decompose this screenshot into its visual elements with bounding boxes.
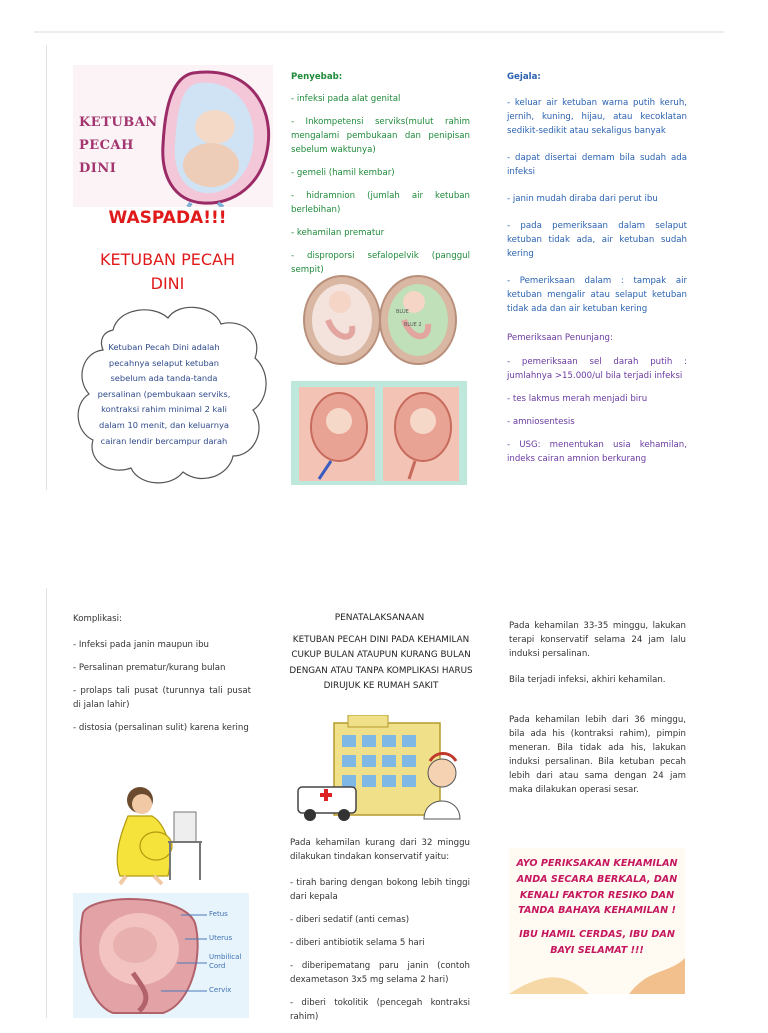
gejala-item: - pada pemeriksaan dalam selaput ketuban tidak ada, air ketuban sudah kering xyxy=(507,221,687,259)
kehamilan-para-1: Pada kehamilan 33-35 minggu, lakukan terapi konservatif selama 24 jam lalu induksi persalinan. xyxy=(509,621,686,659)
banner-text xyxy=(513,856,681,959)
komplikasi-item: - Infeksi pada janin maupun ibu xyxy=(73,640,209,650)
anatomy-illustration xyxy=(73,893,249,1018)
rupture-illustration xyxy=(291,381,467,485)
anatomy-label: Cervix xyxy=(209,986,232,994)
penunjang-item: - amniosentesis xyxy=(507,417,575,427)
banner-line-1: AYO PERIKSAKAN KEHAMILAN ANDA SECARA BERKALA, DAN KENALI FAKTOR RESIKO DAN TANDA BAHAYA KEHAMILAN ! xyxy=(516,858,678,917)
title-word-3: DINI xyxy=(79,161,117,176)
komplikasi-item: - Persalinan prematur/kurang bulan xyxy=(73,663,226,673)
penyebab-item: - gemeli (hamil kembar) xyxy=(291,168,395,178)
penyebab-item: - disproporsi sefalopelvik (panggul sempit) xyxy=(291,251,470,275)
penunjang-item: - tes lakmus merah menjadi biru xyxy=(507,394,648,404)
penatalaksanaan-item: - diberi antibiotik selama 5 hari xyxy=(290,938,425,948)
penatalaksanaan-item: - diberi sedatif (anti cemas) xyxy=(290,915,410,925)
banner-line-2: IBU HAMIL CERDAS, IBU DAN BAYI SELAMAT !!! xyxy=(519,929,675,956)
komplikasi-item: - prolaps tali pusat (turunnya tali pusat di jalan lahir) xyxy=(73,686,251,710)
penatalaksanaan-subtitle: KETUBAN PECAH DINI PADA KEHAMILAN CUKUP BULAN ATAUPUN KURANG BULAN DENGAN ATAU TANPA KOMPLIKASI HARUS DIRUJUK KE RUMAH SAKIT xyxy=(289,635,473,691)
penatalaksanaan-item: - diberi tokolitik (pencegah kontraksi rahim) xyxy=(290,998,470,1022)
twin-fetus-image xyxy=(300,270,460,366)
page-top-divider xyxy=(34,31,724,33)
page-left-edge-top xyxy=(46,45,47,490)
ketuban-title-line2: DINI xyxy=(150,274,185,293)
anatomy-label: Fetus xyxy=(209,910,228,918)
penyebab-item: - Inkompetensi serviks(mulut rahim mengalami pembukaan dan penipisan sebelum waktunya) xyxy=(291,117,470,155)
penunjang-section xyxy=(507,331,687,475)
gejala-item: - keluar air ketuban warna putih keruh, jernih, kuning, hijau, atau kecoklatan sedikit-sedikit atau sekaligus banyak xyxy=(507,98,687,136)
penyebab-item: - infeksi pada alat genital xyxy=(291,94,401,104)
twin-label-2: BLUE 2 xyxy=(404,322,422,328)
gejala-heading: Gejala: xyxy=(507,72,541,82)
penyebab-item: - kehamilan prematur xyxy=(291,228,385,238)
ketuban-title-line1: KETUBAN PECAH xyxy=(100,250,235,269)
pregnant-woman-clipart xyxy=(108,780,208,888)
gejala-section xyxy=(507,70,687,329)
waspada-heading: WASPADA!!! xyxy=(108,208,227,228)
membrane-rupture-image xyxy=(291,381,467,485)
penunjang-item: - pemeriksaan sel darah putih : jumlahnya >15.000/ul bila terjadi infeksi xyxy=(507,357,687,381)
penunjang-heading: Pemeriksaan Penunjang: xyxy=(507,333,613,343)
hospital-clipart xyxy=(296,715,468,823)
gejala-item: - Pemeriksaan dalam : tampak air ketuban mengalir atau selaput ketuban tidak ada dan air ketuban kering xyxy=(507,276,687,314)
kehamilan-section xyxy=(509,619,686,806)
title-illustration xyxy=(73,65,273,207)
penunjang-item: - USG: menentukan usia kehamilan, indeks cairan amnion berkurang xyxy=(507,440,687,464)
kehamilan-para-3: Pada kehamilan lebih dari 36 minggu, bila ada his (kontraksi rahim), pimpin meneran. Bila tidak ada his, lakukan induksi persalinan. Bila ketuban pecah lebih dari atau sama dengan 24 jam maka dilakukan operasi sesar. xyxy=(509,715,686,795)
gejala-item: - dapat disertai demam bila sudah ada infeksi xyxy=(507,153,687,177)
definition-text: Ketuban Pecah Dini adalah pecahnya selaput ketuban sebelum ada tanda-tanda persalinan (pembukaan serviks, kontraksi rahim minimal 2 kali dalam 10 menit, dan keluarnya cairan lendir bercampur darah xyxy=(97,342,231,446)
twins-illustration xyxy=(300,270,460,366)
page-left-edge-bottom xyxy=(46,588,47,1018)
ketuban-title xyxy=(80,248,255,296)
penatalaksanaan-intro: Pada kehamilan kurang dari 32 minggu dilakukan tindakan konservatif yaitu: xyxy=(290,838,470,862)
penatalaksanaan-title: PENATALAKSANAAN xyxy=(334,613,425,623)
kehamilan-para-2: Bila terjadi infeksi, akhiri kehamilan. xyxy=(509,675,666,685)
gejala-item: - janin mudah diraba dari perut ibu xyxy=(507,194,658,204)
title-word-1: KETUBAN xyxy=(79,115,158,130)
komplikasi-heading: Komplikasi: xyxy=(73,614,122,624)
anatomy-label: Umbilical Cord xyxy=(209,953,242,970)
komplikasi-section xyxy=(73,612,251,744)
penatalaksanaan-item: - diberipematang paru janin (contoh dexametason 3x5 mg selama 2 hari) xyxy=(290,961,470,985)
penatalaksanaan-section xyxy=(290,836,470,1033)
komplikasi-item: - distosia (persalinan sulit) karena kering xyxy=(73,723,249,733)
pregnant-uterus-illustration xyxy=(73,65,273,207)
title-word-2: PECAH xyxy=(79,138,134,153)
penatalaksanaan-item: - tirah baring dengan bokong lebih tinggi dari kepala xyxy=(290,878,470,902)
penyebab-item: - hidramnion (jumlah air ketuban berlebihan) xyxy=(291,191,470,215)
penyebab-heading: Penyebab: xyxy=(291,72,343,82)
closing-banner xyxy=(509,848,685,994)
anatomy-label: Uterus xyxy=(209,934,233,942)
penyebab-section xyxy=(291,70,470,286)
twin-label-1: BLUE xyxy=(396,309,409,315)
